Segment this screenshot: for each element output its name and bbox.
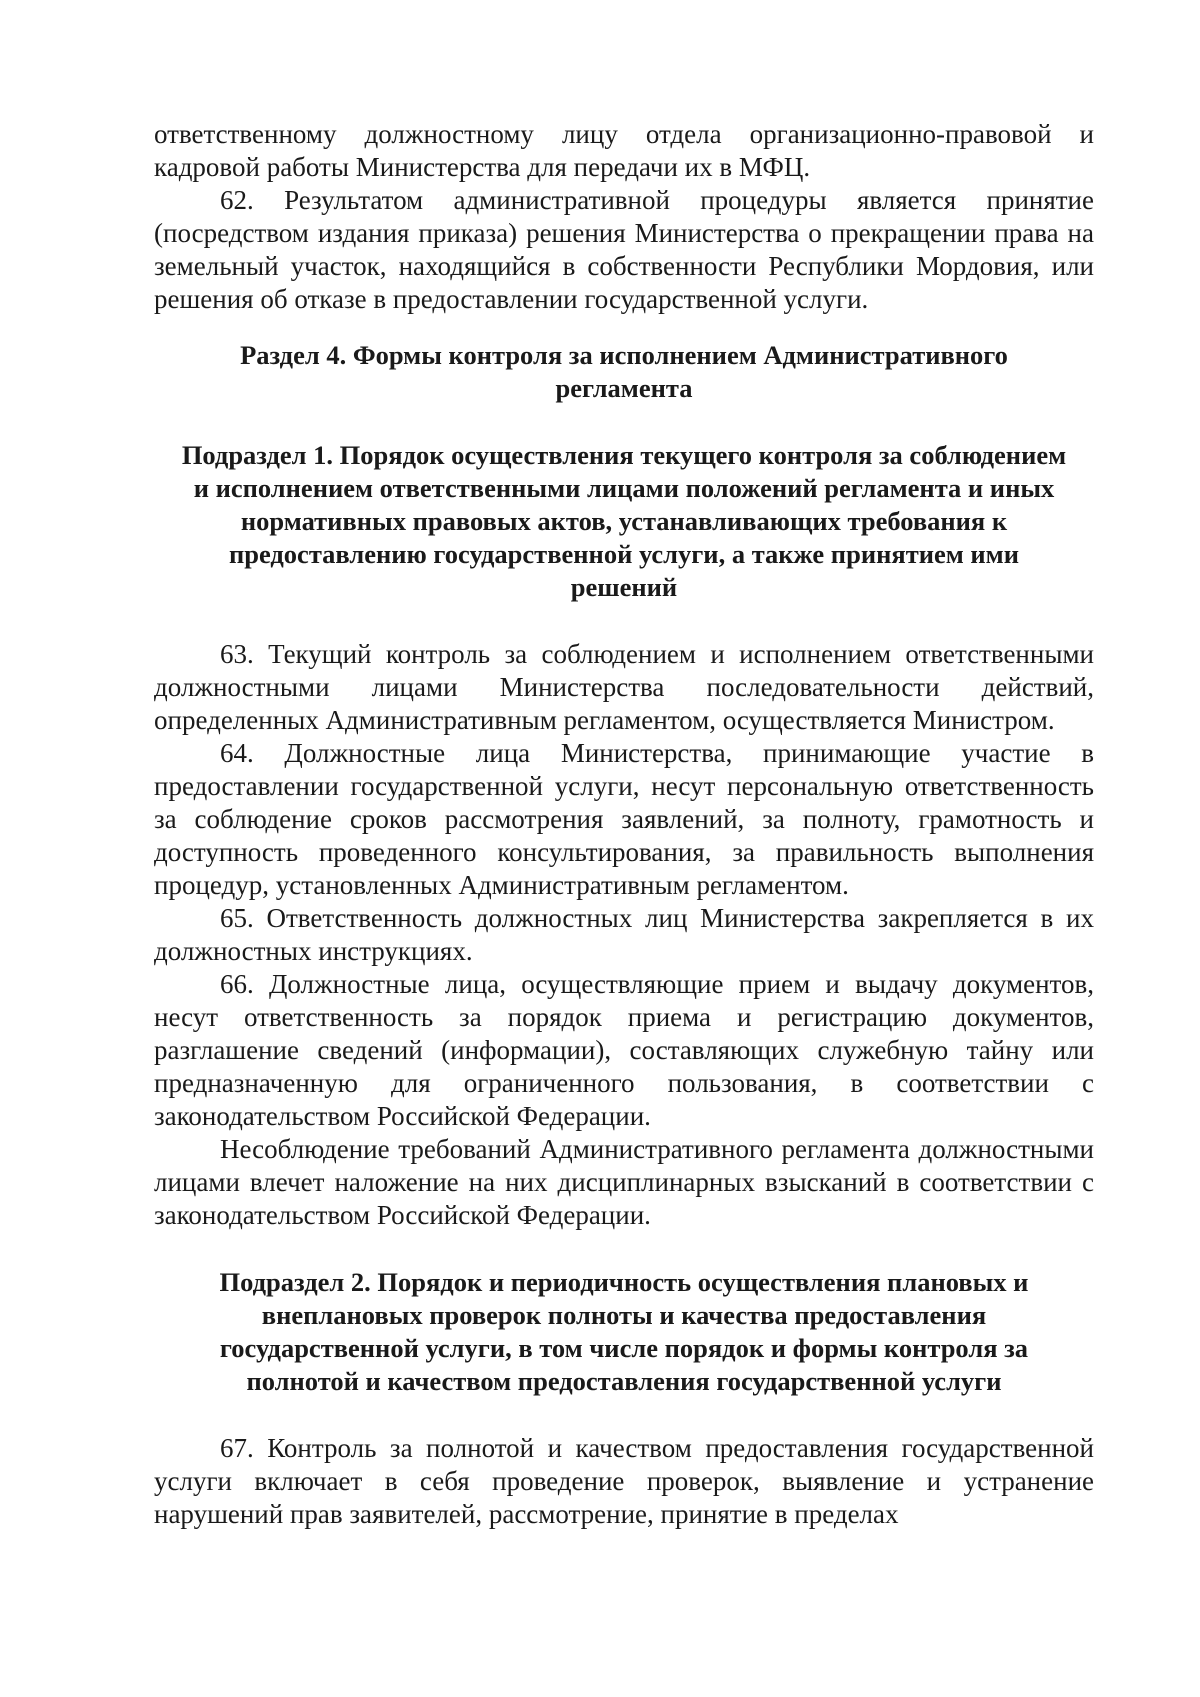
paragraph-63: 63. Текущий контроль за соблюдением и исполнением ответственными должностными лицами Министерства последовательности действий, определенных Административным регламентом, осуществляется Министром. (154, 639, 1094, 735)
paragraph-65: 65. Ответственность должностных лиц Министерства закрепляется в их должностных инструкциях. (154, 903, 1094, 966)
paragraph-66: 66. Должностные лица, осуществляющие прием и выдачу документов, несут ответственность за порядок приема и регистрацию документов, разглашение сведений (информации), составляющих служебную тайну или предназначенную для ограниченного пользования, в соответствии с законодательством Российской Федерации. (154, 969, 1094, 1131)
subsection-2-heading: Подраздел 2. Порядок и периодичность осуществления плановых и внеплановых проверок полноты и качества предоставления государственной услуги, в том числе порядок и формы контроля за полнотой и качеством предоставления государственной услуги (219, 1267, 1029, 1396)
subsection-1-heading: Подраздел 1. Порядок осуществления текущего контроля за соблюдением и исполнением ответственными лицами положений регламента и иных нормативных правовых актов, устанавливающих требования к предоставлению государственной услуги, а также принятием ими решений (181, 440, 1067, 602)
paragraph-67: 67. Контроль за полнотой и качеством предоставления государственной услуги включает в себя проведение проверок, выявление и устранение нарушений прав заявителей, рассмотрение, принятие в пределах (154, 1433, 1094, 1529)
paragraph-66-continued: Несоблюдение требований Административного регламента должностными лицами влечет наложение на них дисциплинарных взысканий в соответствии с законодательством Российской Федерации. (154, 1134, 1094, 1230)
document-body (154, 118, 1094, 1531)
paragraph-continuation: ответственному должностному лицу отдела организационно-правовой и кадровой работы Министерства для передачи их в МФЦ. (154, 119, 1094, 182)
section-4-heading: Раздел 4. Формы контроля за исполнением Административного регламента (240, 340, 1008, 403)
paragraph-64: 64. Должностные лица Министерства, принимающие участие в предоставлении государственной услуги, несут персональную ответственность за соблюдение сроков рассмотрения заявлений, за полноту, грамотность и доступность проведенного консультирования, за правильность выполнения процедур, установленных Административным регламентом. (154, 738, 1094, 900)
paragraph-62: 62. Результатом административной процедуры является принятие (посредством издания приказа) решения Министерства о прекращении права на земельный участок, находящийся в собственности Республики Мордовия, или решения об отказе в предоставлении государственной услуги. (154, 185, 1094, 314)
